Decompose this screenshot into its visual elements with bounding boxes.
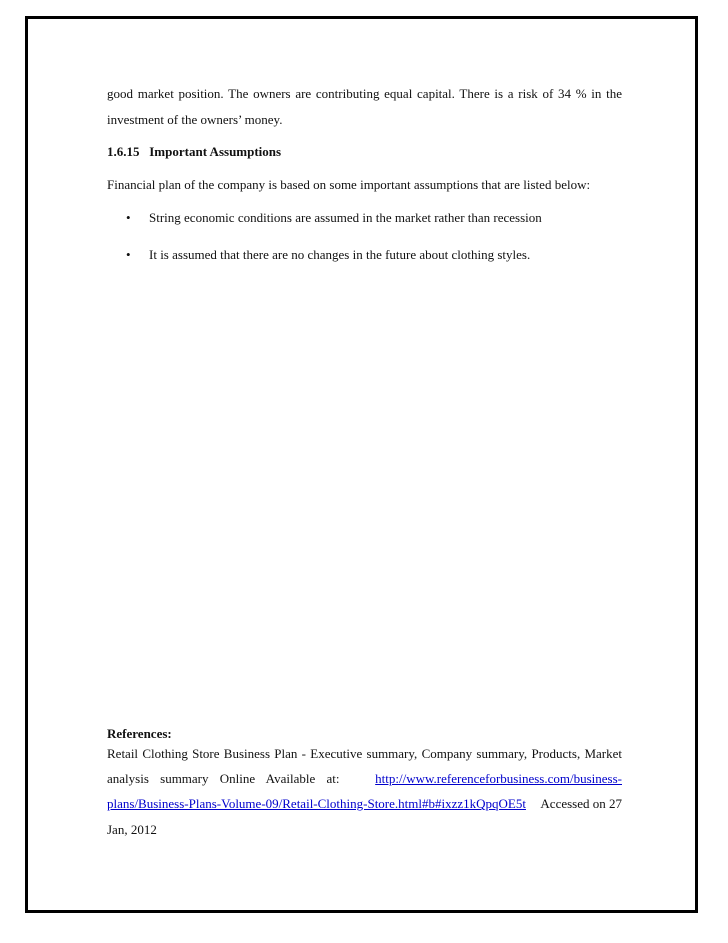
intro-text: Financial plan of the company is based on some important assumptions that are listed below: bbox=[107, 177, 591, 192]
references-heading: References: bbox=[107, 726, 172, 741]
bullet-icon: • bbox=[126, 210, 131, 225]
reference-line-3 bbox=[107, 796, 622, 812]
paragraph-line-2: investment of the owners’ money. bbox=[107, 112, 283, 127]
reference-line-4: Jan, 2012 bbox=[107, 822, 157, 837]
bullet-item-2: It is assumed that there are no changes in the future about clothing styles. bbox=[149, 247, 531, 262]
bullet-item-1: String economic conditions are assumed in the market rather than recession bbox=[149, 210, 542, 225]
section-number: 1.6.15 bbox=[107, 144, 140, 159]
reference-available-text: analysis summary Online Available at: bbox=[107, 771, 340, 786]
reference-link-part-2[interactable]: plans/Business-Plans-Volume-09/Retail-Clothing-Store.html#b#ixzz1kQpqOE5t bbox=[107, 796, 526, 811]
bullet-icon: • bbox=[126, 247, 131, 262]
section-title: Important Assumptions bbox=[149, 144, 282, 159]
reference-accessed-text: Accessed on 27 bbox=[540, 796, 622, 811]
reference-link-part-1[interactable]: http://www.referenceforbusiness.com/business- bbox=[375, 771, 622, 786]
reference-line-2 bbox=[107, 771, 622, 787]
reference-line-1: Retail Clothing Store Business Plan - Executive summary, Company summary, Products, Market bbox=[107, 746, 622, 761]
paragraph-line-1: good market position. The owners are contributing equal capital. There is a risk of 34 % in the bbox=[107, 86, 622, 101]
section-heading bbox=[107, 144, 622, 160]
